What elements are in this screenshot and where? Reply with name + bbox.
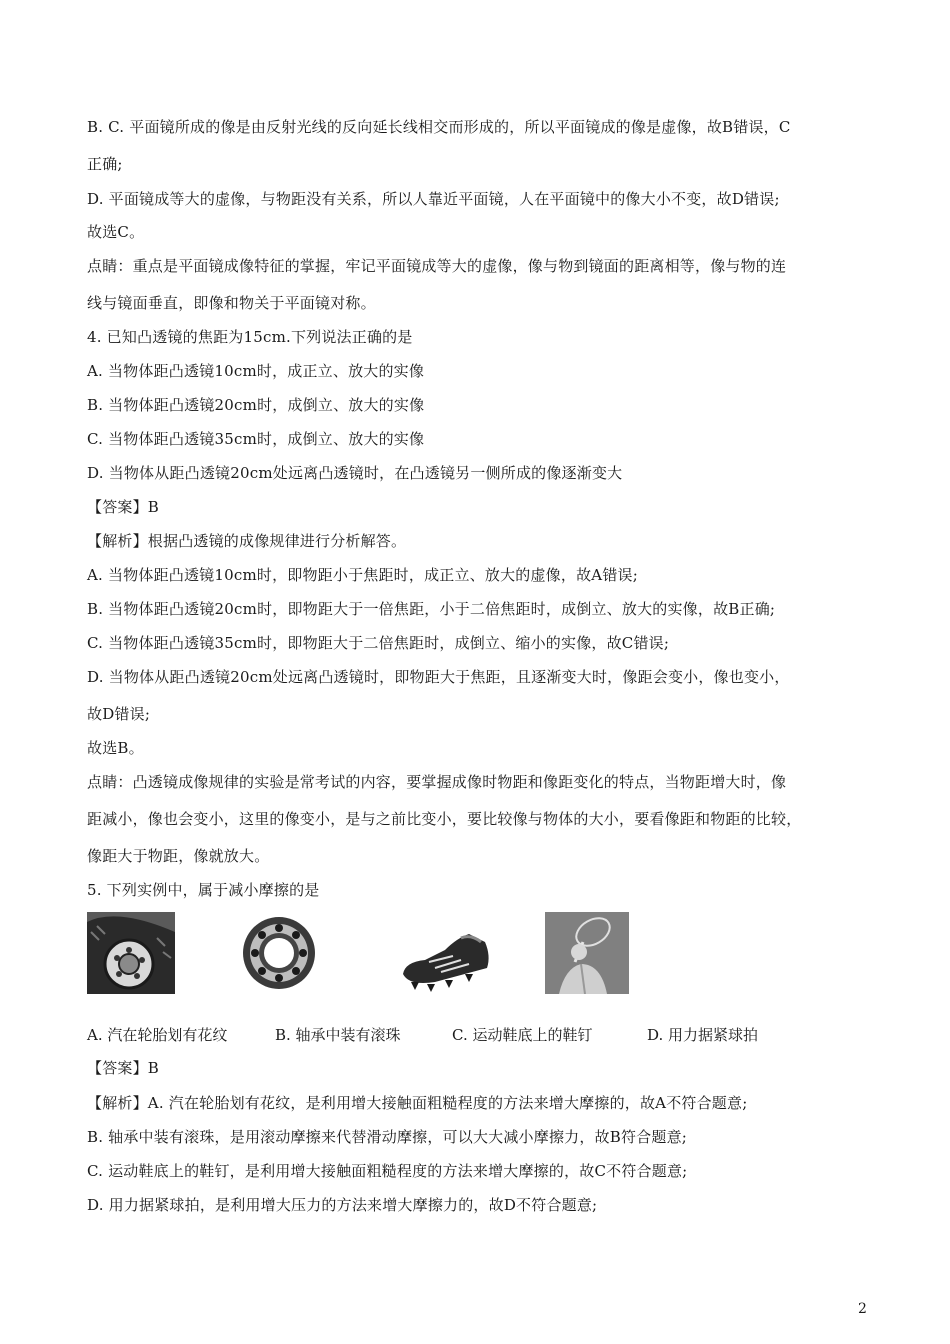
- text-line: 故选C。: [87, 223, 145, 241]
- text-line: D. 当物体从距凸透镜20cm处远离凸透镜时，即物距大于焦距，且逐渐变大时，像距会变小，像也变小，: [87, 668, 790, 686]
- text-line: 距减小，像也会变小，这里的像变小，是与之前比变小，要比较像与物体的大小，要看像距和物距的比较，: [87, 810, 802, 828]
- text-line: C. 当物体距凸透镜35cm时，即物距大于二倍焦距时，成倒立、缩小的实像，故C错误;: [87, 634, 670, 652]
- text-line: 像距大于物距，像就放大。: [87, 847, 270, 865]
- question-4-option-d: D. 当物体从距凸透镜20cm处远离凸透镜时，在凸透镜另一侧所成的像逐渐变大: [87, 464, 623, 482]
- question-5-stem: 5. 下列实例中，属于减小摩擦的是: [87, 881, 320, 899]
- text-line: 故选B。: [87, 739, 144, 757]
- text-line: 正确;: [87, 155, 123, 173]
- text-line: 故D错误;: [87, 705, 151, 723]
- page-number: 2: [858, 1301, 867, 1317]
- answer-label: 【答案】B: [87, 1059, 160, 1077]
- question-5-option-d: D. 用力据紧球拍: [647, 1026, 759, 1044]
- analysis-label: 【解析】根据凸透镜的成像规律进行分析解答。: [87, 532, 407, 550]
- text-line: B. 当物体距凸透镜20cm时，即物距大于一倍焦距，小于二倍焦距时，成倒立、放大的实像，故B正确;: [87, 600, 776, 618]
- question-5-option-a: A. 汽在轮胎划有花纹: [87, 1026, 228, 1044]
- text-line: 点睛：重点是平面镜成像特征的掌握，牢记平面镜成等大的虚像，像与物到镜面的距离相等，像与物的连: [87, 257, 787, 275]
- question-5-option-b: B. 轴承中装有滚珠: [275, 1026, 401, 1044]
- question-5-pictures: [87, 912, 647, 996]
- text-line: A. 当物体距凸透镜10cm时，即物距小于焦距时，成正立、放大的虚像，故A错误;: [87, 566, 638, 584]
- answer-label: 【答案】B: [87, 498, 160, 516]
- question-4-option-b: B. 当物体距凸透镜20cm时，成倒立、放大的实像: [87, 396, 425, 414]
- text-line: B. C. 平面镜所成的像是由反射光线的反向延长线相交而形成的，所以平面镜成的像是虚像，故B错误，C: [87, 118, 791, 136]
- text-line: 线与镜面垂直，即像和物关于平面镜对称。: [87, 294, 376, 312]
- question-4-stem: 4. 已知凸透镜的焦距为15cm.下列说法正确的是: [87, 328, 413, 346]
- analysis-line: 【解析】A. 汽在轮胎划有花纹，是利用增大接触面粗糙程度的方法来增大摩擦的，故A不符合题意;: [87, 1094, 748, 1112]
- racket-grip-image: [545, 912, 629, 994]
- text-line: B. 轴承中装有滚珠，是用滚动摩擦来代替滑动摩擦，可以大大减小摩擦力，故B符合题意;: [87, 1128, 688, 1146]
- question-4-option-a: A. 当物体距凸透镜10cm时，成正立、放大的实像: [87, 362, 425, 380]
- text-line: D. 平面镜成等大的虚像，与物距没有关系，所以人靠近平面镜，人在平面镜中的像大小不变，故D错误;: [87, 190, 780, 208]
- bearing-image: [237, 912, 321, 994]
- text-line: 点睛：凸透镜成像规律的实验是常考试的内容，要掌握成像时物距和像距变化的特点，当物距增大时，像: [87, 773, 787, 791]
- text-line: C. 运动鞋底上的鞋钉，是利用增大接触面粗糙程度的方法来增大摩擦的，故C不符合题意;: [87, 1162, 688, 1180]
- tire-image: [87, 912, 175, 994]
- question-4-option-c: C. 当物体距凸透镜35cm时，成倒立、放大的实像: [87, 430, 425, 448]
- spiked-shoe-image: [395, 912, 495, 994]
- question-5-option-c: C. 运动鞋底上的鞋钉: [452, 1026, 593, 1044]
- text-line: D. 用力据紧球拍，是利用增大压力的方法来增大摩擦力的，故D不符合题意;: [87, 1196, 598, 1214]
